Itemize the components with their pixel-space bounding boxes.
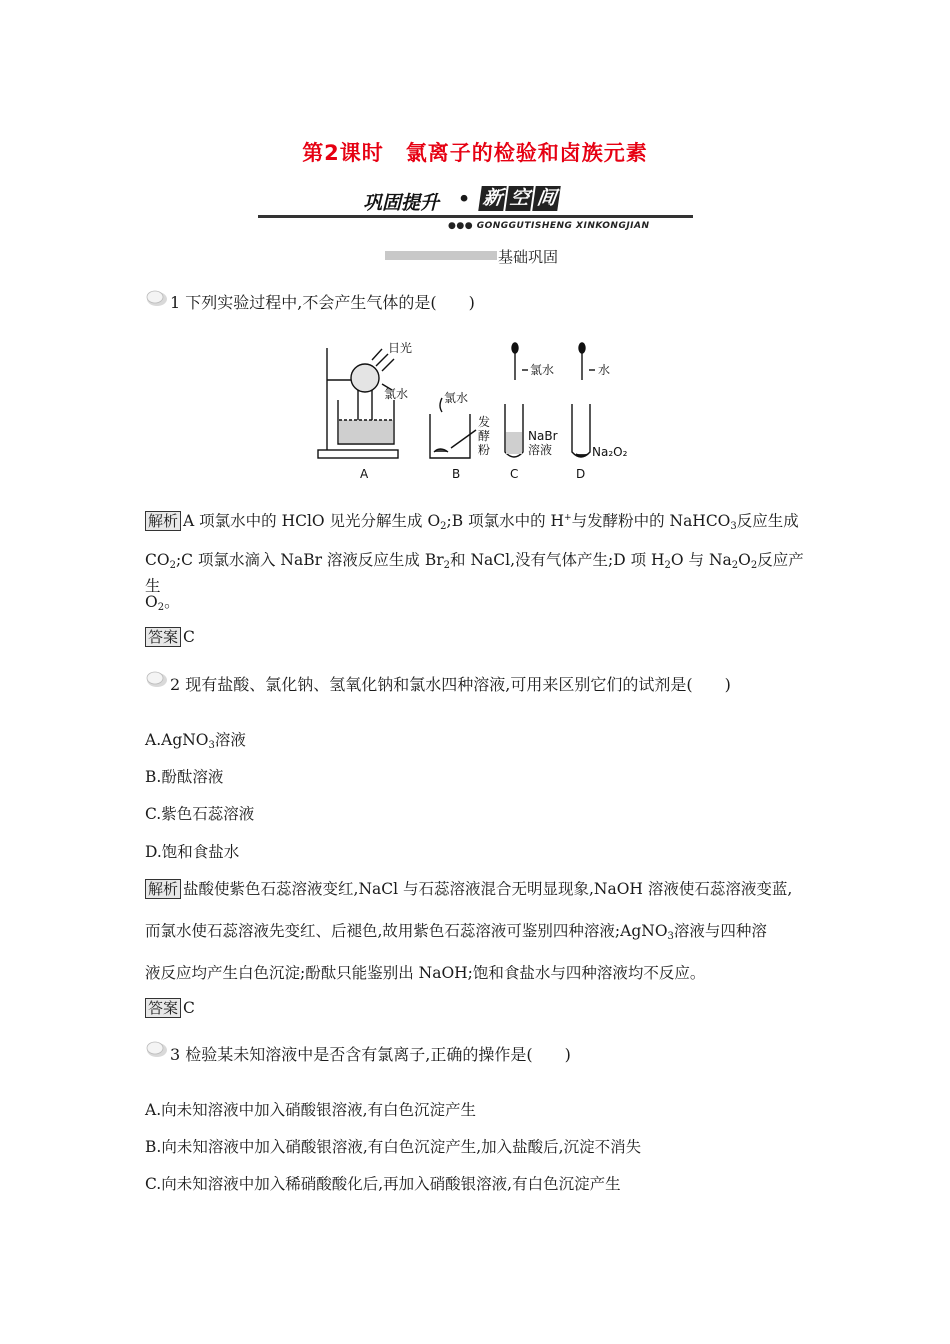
label-powder-3: 粉 (478, 443, 491, 457)
q2-analysis-line3: 液反应均产生白色沉淀;酚酞只能鉴别出 NaOH;饱和食盐水与四种溶液均不反应。 (145, 964, 706, 982)
q2-analysis-line1: 解析 盐酸使紫色石蕊溶液变红,NaCl 与石蕊溶液混合无明显现象,NaOH 溶液使石蕊溶液变蓝, (145, 879, 825, 899)
label-water-d: 水 (598, 363, 611, 377)
label-chlorine-water-a: 氯水 (384, 387, 409, 401)
q2-option-c: C.紫色石蕊溶液 (145, 805, 255, 823)
banner-dot: • (458, 188, 471, 210)
q1-answer: 答案 C (145, 627, 195, 647)
q1-stem: 1 下列实验过程中,不会产生气体的是( ) (170, 293, 475, 312)
q3-option-c: C.向未知溶液中加入稀硝酸酸化后,再加入硝酸银溶液,有白色沉淀产生 (145, 1175, 621, 1193)
label-solution: 溶液 (528, 443, 553, 457)
analysis-tag: 解析 (145, 879, 181, 899)
question-bullet-icon (145, 289, 169, 307)
q2-option-b: B.酚酞溶液 (145, 768, 224, 786)
banner-title: 巩固提升 (363, 192, 440, 214)
label-c: C (510, 467, 519, 481)
q1-analysis-line3: $O_2$。 (145, 593, 180, 613)
label-powder-2: 酵 (478, 429, 491, 443)
answer-tag: 答案 (145, 627, 181, 647)
q2-option-a: A.AgNO$_3$溶液 (145, 731, 246, 751)
section-bar (385, 251, 497, 260)
page-title: 第2课时 氯离子的检验和卤族元素 (302, 141, 648, 165)
label-nabr: NaBr (528, 429, 558, 443)
label-powder-1: 发 (478, 415, 491, 429)
label-a: A (360, 467, 369, 481)
label-b: B (452, 467, 461, 481)
section-banner (258, 182, 693, 232)
q2-analysis-line2: 而氯水使石蕊溶液先变红、后褪色,故用紫色石蕊溶液可鉴别四种溶液;AgNO$_3$溶液与四种溶 (145, 922, 767, 942)
q3-option-b: B.向未知溶液中加入硝酸银溶液,有白色沉淀产生,加入盐酸后,沉淀不消失 (145, 1138, 642, 1156)
banner-char: 间 (532, 186, 561, 211)
q2-stem: 2 现有盐酸、氯化钠、氢氧化钠和氯水四种溶液,可用来区别它们的试剂是( ) (170, 675, 731, 694)
label-na2o2: Na₂O₂ (592, 445, 628, 459)
q3-stem: 3 检验某未知溶液中是否含有氯离子,正确的操作是( ) (170, 1045, 571, 1064)
question-bullet-icon (145, 670, 169, 688)
label-chlorine-water-c: 氯水 (530, 363, 555, 377)
label-d: D (576, 467, 586, 481)
q3-option-a: A.向未知溶液中加入硝酸银溶液,有白色沉淀产生 (145, 1101, 477, 1119)
q1-analysis-line2: $CO_2;C$ 项氯水滴入 NaBr 溶液反应生成 $Br_2$和 NaCl,没有气体产生;D 项 $H_2O$ 与 $Na_2O_2$反应产生 (145, 551, 804, 595)
analysis-tag: 解析 (145, 511, 181, 531)
banner-subtitle: ●●● GONGGUTISHENG XINKONGJIAN (448, 221, 650, 231)
question-bullet-icon (145, 1040, 169, 1058)
q2-answer: 答案 C (145, 998, 195, 1018)
q1-analysis-line1: 解析 A 项氯水中的 HClO 见光分解生成 $O_2;B$ 项氯水中的 H+与发酵粉中的 NaHCO$_3$反应生成 (145, 508, 815, 537)
label-chlorine-water-b: 氯水 (444, 391, 469, 405)
banner-box (480, 186, 559, 211)
banner-rule (258, 215, 693, 218)
label-sunlight: 日光 (388, 341, 413, 355)
answer-tag: 答案 (145, 998, 181, 1018)
banner-char: 空 (505, 186, 534, 211)
q2-option-d: D.饱和食盐水 (145, 843, 240, 861)
section-label: 基础巩固 (498, 248, 559, 266)
banner-char: 新 (478, 186, 507, 211)
q1-apparatus-figure (310, 340, 650, 485)
